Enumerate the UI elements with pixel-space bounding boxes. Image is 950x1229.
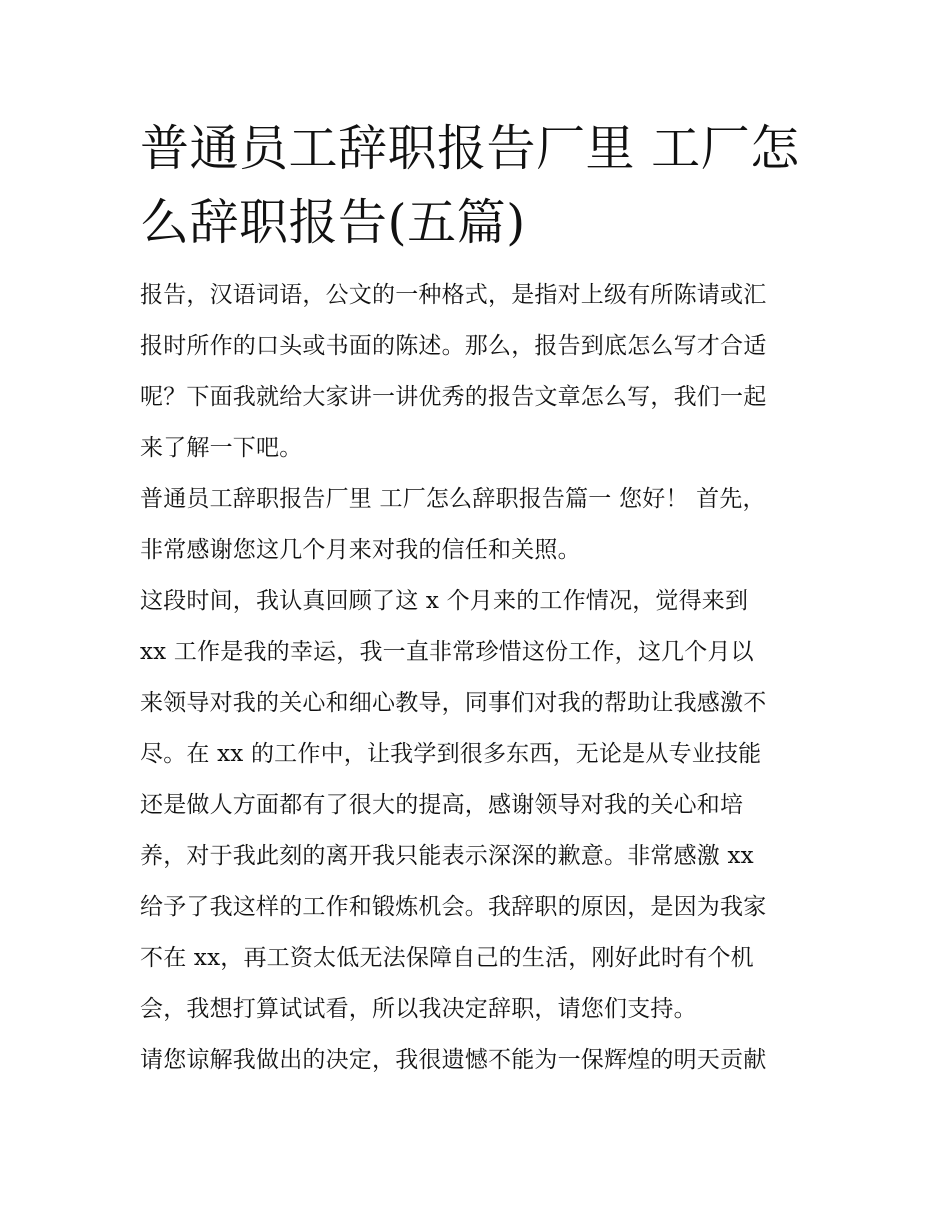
text-line: 尽。在 xx 的工作中，让我学到很多东西，无论是从专业技能	[140, 741, 762, 767]
text-line: 来领导对我的关心和细心教导，同事们对我的帮助让我感激不	[140, 690, 767, 716]
document-title	[140, 112, 812, 260]
text-line: 这段时间，我认真回顾了这 x 个月来的工作情况，觉得来到	[140, 588, 749, 614]
text-line: 来了解一下吧。	[140, 435, 303, 461]
text-line: xx 工作是我的幸运，我一直非常珍惜这份工作，这几个月以	[140, 639, 754, 665]
text-line: 还是做人方面都有了很大的提高，感谢领导对我的关心和培	[140, 792, 744, 818]
title-line: 么辞职报告(五篇)	[140, 194, 526, 251]
text-line: 养，对于我此刻的离开我只能表示深深的歉意。非常感激 xx	[140, 843, 754, 869]
text-line: 普通员工辞职报告厂里 工厂怎么辞职报告篇一 您好！ 首先，	[140, 486, 766, 512]
paragraph-intro	[140, 270, 812, 474]
document-body	[140, 270, 812, 1086]
text-line: 不在 xx，再工资太低无法保障自己的生活，刚好此时有个机	[140, 945, 754, 971]
text-line: 报告，汉语词语，公文的一种格式，是指对上级有所陈请或汇	[140, 282, 767, 308]
text-line: 呢？下面我就给大家讲一讲优秀的报告文章怎么写，我们一起	[140, 384, 767, 410]
title-line: 普通员工辞职报告厂里 工厂怎	[140, 120, 800, 177]
text-line: 非常感谢您这几个月来对我的信任和关照。	[140, 537, 581, 563]
paragraph-reflection	[140, 576, 812, 1035]
document-content	[140, 112, 812, 1086]
text-line: 请您谅解我做出的决定，我很遗憾不能为一保辉煌的明天贡献	[140, 1047, 767, 1073]
text-line: 报时所作的口头或书面的陈述。那么，报告到底怎么写才合适	[140, 333, 767, 359]
text-line: 会，我想打算试试看，所以我决定辞职，请您们支持。	[140, 996, 697, 1022]
paragraph-greeting	[140, 474, 812, 576]
paragraph-closing	[140, 1035, 812, 1086]
text-line: 给予了我这样的工作和锻炼机会。我辞职的原因，是因为我家	[140, 894, 767, 920]
